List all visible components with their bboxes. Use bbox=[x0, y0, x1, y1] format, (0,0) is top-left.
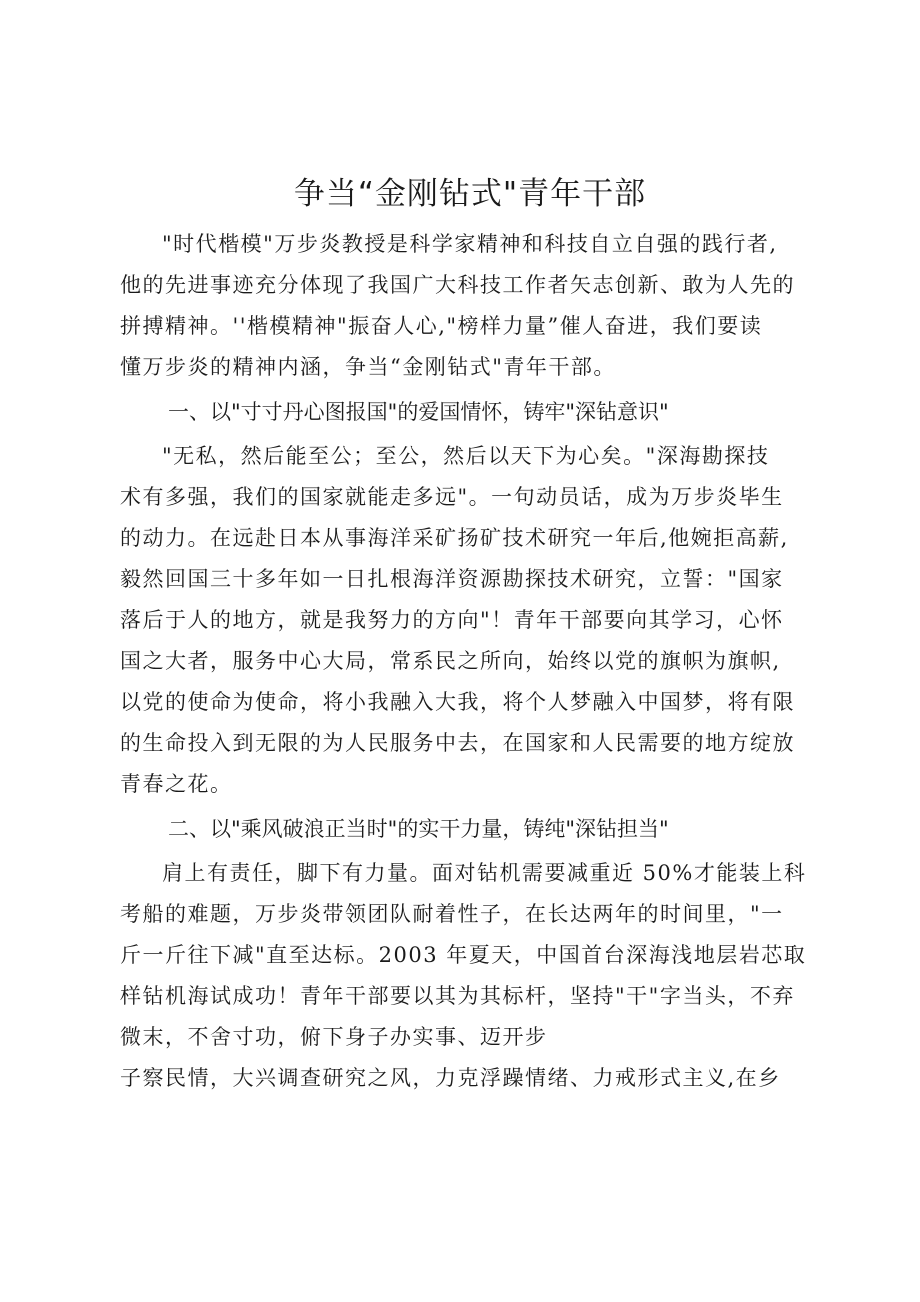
paragraph-line: 拼搏精神。''楷模精神"振奋人心,"榜样力量”催人奋进，我们要读 bbox=[120, 314, 763, 338]
paragraph-line: 青春之花。 bbox=[120, 772, 233, 796]
paragraph-line: 子察民情，大兴调查研究之风，力克浮躁情绪、力戒形式主义,在乡 bbox=[120, 1066, 781, 1090]
document-title: 争当“金刚钻式"青年干部 bbox=[293, 176, 647, 212]
paragraph-line: 微末，不舍寸功，俯下身子办实事、迈开步 bbox=[120, 1025, 548, 1049]
paragraph-line: 斤一斤往下减"直至达标。2003 年夏天，中国首台深海浅地层岩芯取 bbox=[120, 943, 807, 967]
section-2-heading: 二、以"乘风破浪正当时"的实干力量，铸纯"深钻担当" bbox=[168, 817, 669, 841]
paragraph-line: 落后于人的地方，就是我努力的方向"！青年干部要向其学习，心怀 bbox=[120, 608, 784, 632]
paragraph-line: 国之大者，服务中心大局，常系民之所向，始终以党的旗帜为旗帜, bbox=[120, 649, 781, 673]
section-2-paragraph bbox=[120, 853, 820, 1099]
paragraph-line: 懂万步炎的精神内涵，争当“金刚钻式"青年干部。 bbox=[120, 355, 616, 379]
paragraph-line: 术有多强，我们的国家就能走多远"。一句动员话，成为万步炎毕生 bbox=[120, 485, 784, 509]
intro-paragraph bbox=[120, 224, 820, 388]
paragraph-line: 考船的难题，万步炎带领团队耐着性子，在长达两年的时间里，"一 bbox=[120, 902, 784, 926]
paragraph-line: 肩上有责任，脚下有力量。面对钻机需要减重近 50%才能装上科 bbox=[162, 861, 807, 885]
paragraph-line: 样钻机海试成功！青年干部要以其为其标杆，坚持"干"字当头，不弃 bbox=[120, 984, 795, 1008]
paragraph-line: "时代楷模"万步炎教授是科学家精神和科技自立自强的践行者, bbox=[162, 232, 778, 256]
paragraph-line: 的动力。在远赴日本从事海洋采矿扬矿技术研究一年后,他婉拒高薪, bbox=[120, 526, 789, 550]
document-page bbox=[120, 168, 820, 1099]
section-1-paragraph bbox=[120, 436, 820, 805]
paragraph-line: 毅然回国三十多年如一日扎根海洋资源勘探技术研究，立誓："国家 bbox=[120, 567, 784, 591]
paragraph-line: 他的先进事迹充分体现了我国广大科技工作者矢志创新、敢为人先的 bbox=[120, 273, 795, 297]
section-1-heading: 一、以"寸寸丹心图报国"的爱国情怀，铸牢"深钻意识" bbox=[168, 400, 669, 424]
paragraph-line: 的生命投入到无限的为人民服务中去，在国家和人民需要的地方绽放 bbox=[120, 731, 795, 755]
paragraph-line: "无私，然后能至公；至公，然后以天下为心矣。"深海勘探技 bbox=[162, 444, 770, 468]
paragraph-line: 以党的使命为使命，将小我融入大我，将个人梦融入中国梦，将有限 bbox=[120, 690, 795, 714]
